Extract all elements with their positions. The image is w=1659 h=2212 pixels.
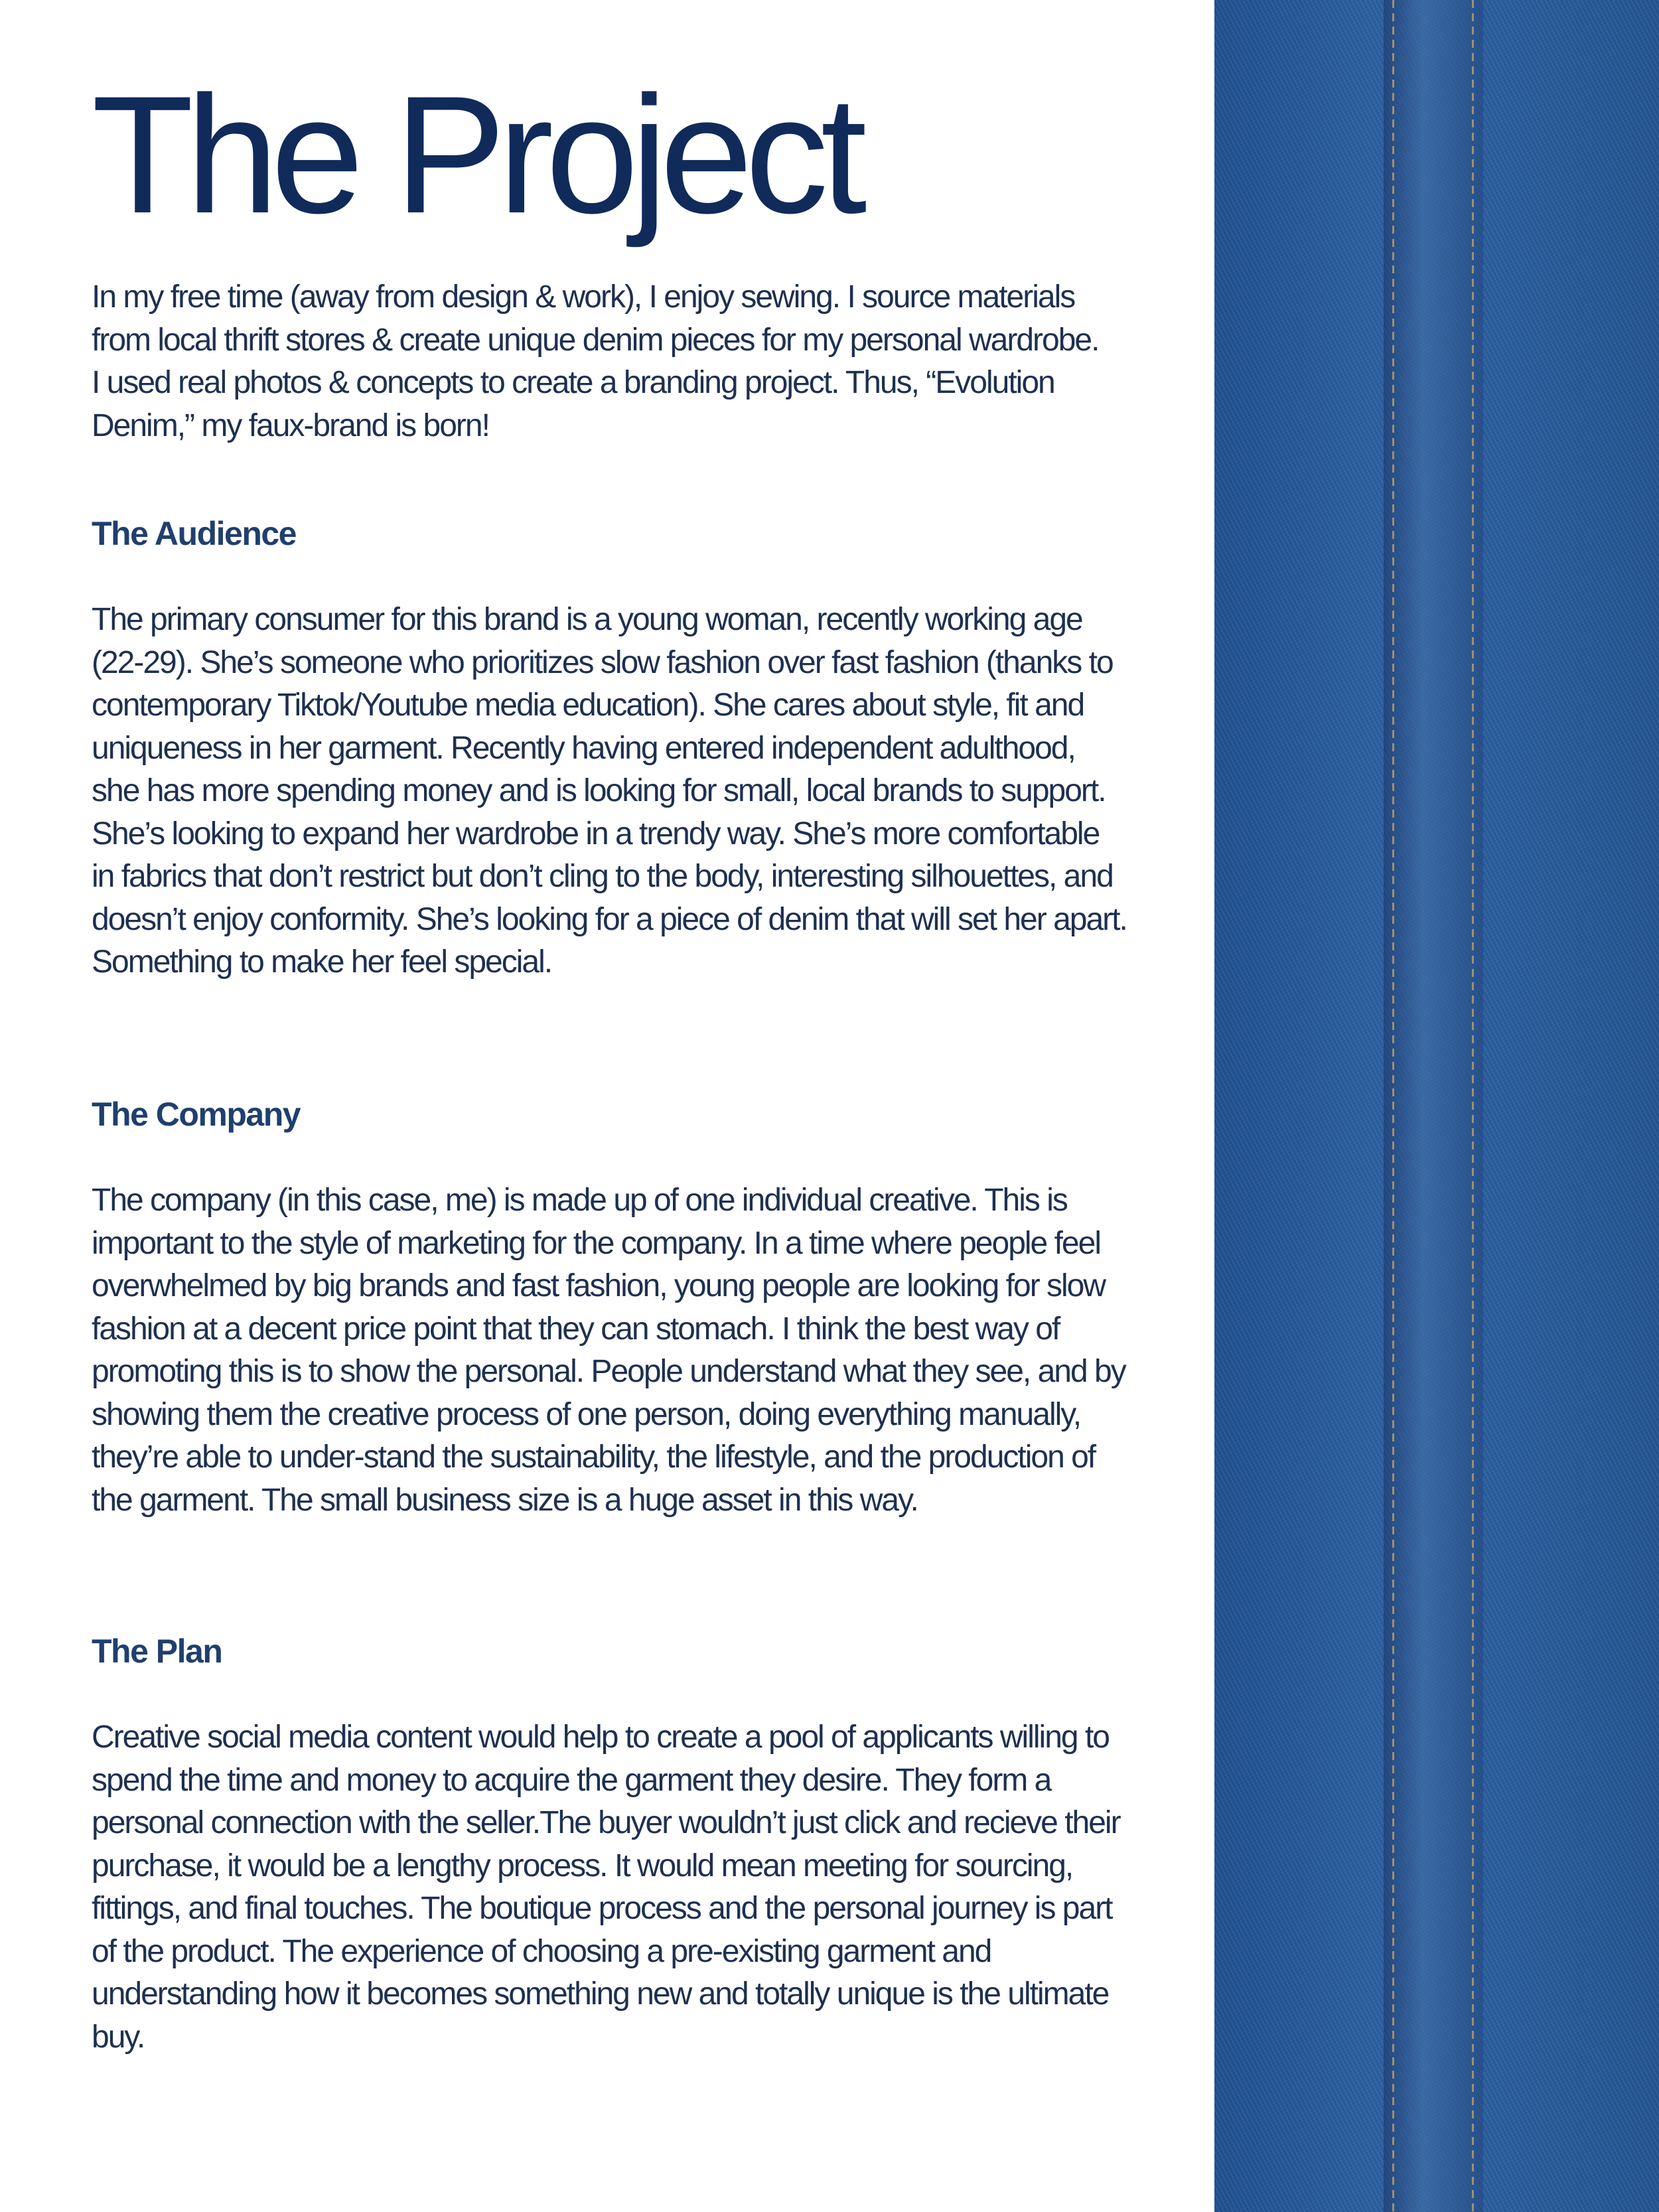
denim-texture-image — [1214, 0, 1659, 2212]
audience-heading: The Audience — [92, 515, 296, 552]
page-title: The Project — [92, 62, 859, 248]
company-heading: The Company — [92, 1096, 301, 1133]
plan-heading: The Plan — [92, 1633, 222, 1670]
denim-seam — [1384, 0, 1483, 2212]
company-paragraph: The company (in this case, me) is made up of one individual creative. This is important to the style of marketing for the company. In a time where people feel overwhelmed by big brands and fast fashion, young people are looking for slow fashion at a decent price point that they can stomach. I think the best way of promoting this is to show the personal. People understand what they see, and by showing them the creative process of one person, doing everything manually, they’re able to under-stand the sustainability, the lifestyle, and the production of the garment. The small business size is a huge asset in this way. — [92, 1183, 1125, 1518]
seam-stitch-left — [1392, 0, 1394, 2212]
audience-paragraph: The primary consumer for this brand is a young woman, recently working age (22-29). She’s someone who prioritizes slow fashion over fast fashion (thanks to contemporary Tiktok/Youtube media education). She cares about style, fit and uniqueness in her garment. Recently having entered independent adulthood, she has more spending money and is looking for small, local brands to support. She’s looking to expand her wardrobe in a trendy way. She’s more comfortable in fabrics that don’t restrict but don’t cling to the body, interesting silhouettes, and doesn’t enjoy conformity. She’s looking for a piece of denim that will set her apart. Something to make her feel special. — [92, 602, 1127, 980]
plan-paragraph: Creative social media content would help to create a pool of applicants willing to spend the time and money to acquire the garment they desire. They form a personal connection with the seller.The buyer wouldn’t just click and recieve their purchase, it would be a lengthy process. It would mean meeting for sourcing, fittings, and final touches. The boutique process and the personal journey is part of the product. The experience of choosing a pre-existing garment and understanding how it becomes something new and totally unique is the ultimate buy. — [92, 1720, 1120, 2055]
intro-paragraph: In my free time (away from design & work), I enjoy sewing. I source materials from local thrift stores & create unique denim pieces for my personal wardrobe. I used real photos & concepts to create a branding project. Thus, “Evolution Denim,” my faux-brand is born! — [92, 279, 1099, 443]
seam-stitch-right — [1472, 0, 1474, 2212]
